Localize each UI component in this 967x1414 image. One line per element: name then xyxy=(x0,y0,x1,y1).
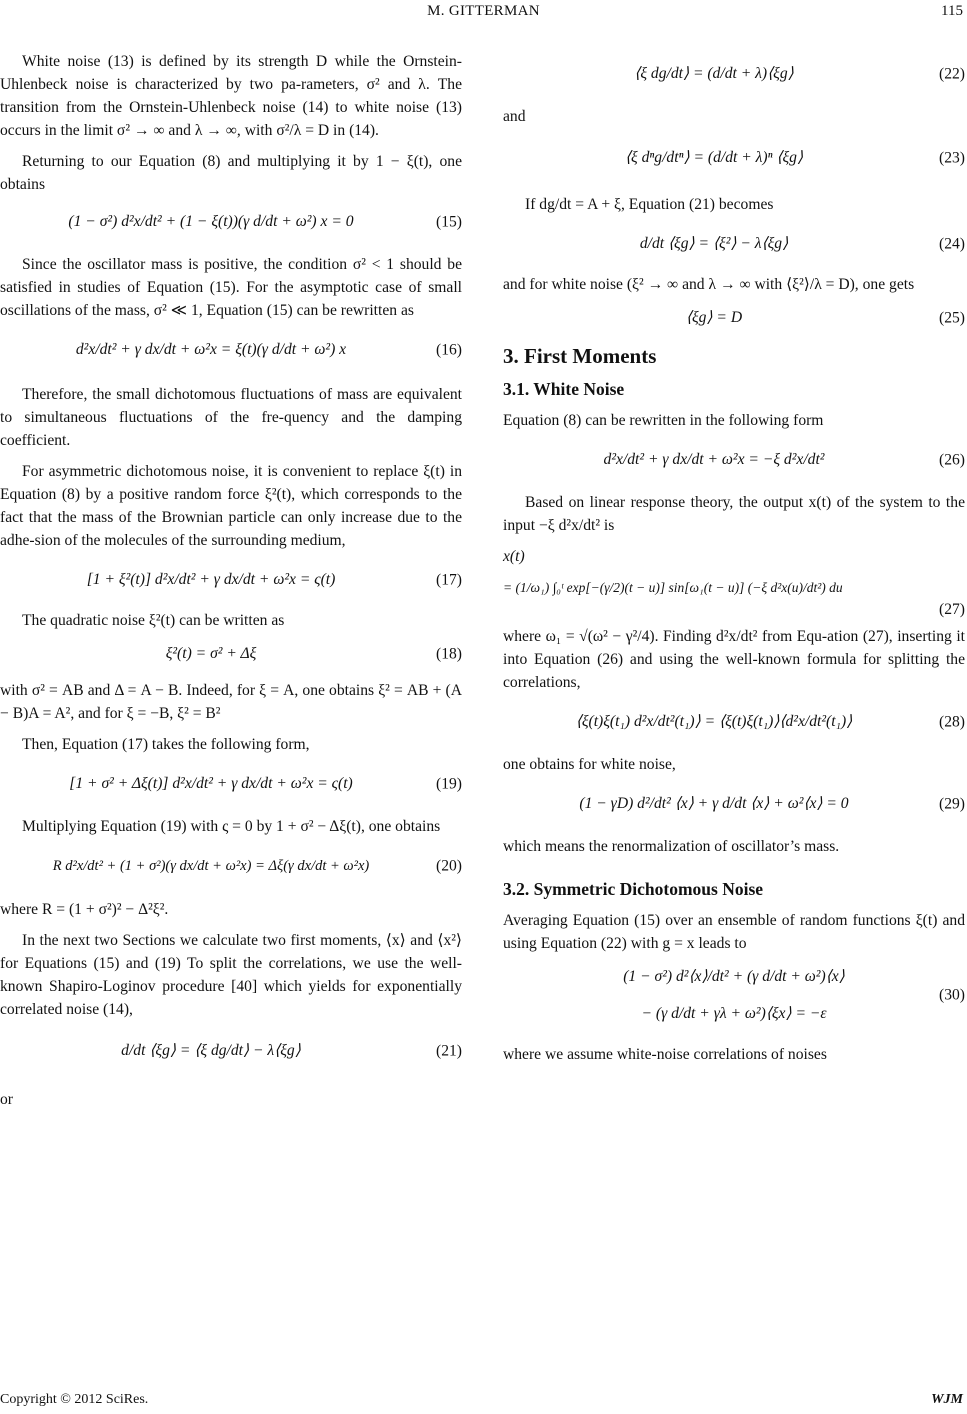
equation-24-number: (24) xyxy=(939,235,965,252)
equation-26-number: (26) xyxy=(939,451,965,468)
paragraph-where-R: where R = (1 + σ²)² − Δ²ξ². xyxy=(0,901,169,918)
equation-17 xyxy=(0,568,462,591)
equation-27-number: (27) xyxy=(939,601,965,618)
paragraph-or: or xyxy=(0,1091,13,1108)
equation-16-number: (16) xyxy=(436,341,462,358)
equation-21 xyxy=(0,1039,462,1062)
equation-23-number: (23) xyxy=(939,149,965,166)
equation-30-number: (30) xyxy=(939,986,965,1004)
equation-17-body: [1 + ξ²(t)] d²x/dt² + γ dx/dt + ω²x = ς(t) xyxy=(86,571,336,588)
equation-20-body: R d²x/dt² + (1 + σ²)(γ dx/dt + ω²x) = Δξ(γ dx/dt + ω²x) xyxy=(52,858,370,874)
equation-25 xyxy=(503,306,965,329)
paragraph-asymmetric: For asymmetric dichotomous noise, it is convenient to replace ξ(t) in Equation (8) by a positive random force ξ²(t), which corresponds to the fact that the mass of the Brownian particle can only increase due to the adhe-sion of the molecules of the surrounding medium, xyxy=(0,463,462,549)
equation-29-body: (1 − γD) d²/dt² ⟨x⟩ + γ d/dt ⟨x⟩ + ω²⟨x⟩ = 0 xyxy=(579,795,849,812)
copyright-notice: Copyright © 2012 SciRes. xyxy=(0,1392,149,1407)
equation-26 xyxy=(503,448,965,471)
equation-15 xyxy=(0,210,462,233)
equation-19 xyxy=(0,772,462,795)
equation-20-number: (20) xyxy=(436,857,462,875)
paragraph-for-white-noise: and for white noise (ξ² → ∞ and λ → ∞ with ⟨ξ²⟩/λ = D), one gets xyxy=(503,276,915,293)
paragraph-where-omega1: where ω₁ = √(ω² − γ²/4). Finding d²x/dt² from Equ-ation (27), inserting it into Equation (26) and using the well-known formula for splitting the correlations, xyxy=(503,628,965,691)
right-column xyxy=(503,50,965,1074)
equation-28 xyxy=(503,710,965,733)
paragraph-and: and xyxy=(503,108,526,125)
paragraph-multiplying: Multiplying Equation (19) with ς = 0 by 1 + σ² − Δξ(t), one obtains xyxy=(22,818,441,835)
equation-23-body: ⟨ξ dⁿg/dtⁿ⟩ = (d/dt + λ)ⁿ ⟨ξg⟩ xyxy=(624,149,804,166)
paragraph-with-sigma: with σ² = AB and Δ = A − B. Indeed, for ξ = A, one obtains ξ² = AB + (A − B)A = A², and for ξ = −B, ξ² = B² xyxy=(0,682,462,722)
paragraph-quadratic-noise: The quadratic noise ξ²(t) can be written as xyxy=(22,612,285,629)
running-author: M. GITTERMAN xyxy=(427,3,540,19)
equation-18 xyxy=(0,642,462,665)
paragraph-eq8-rewritten: Equation (8) can be rewritten in the following form xyxy=(503,412,824,429)
paragraph-renormalization: which means the renormalization of oscillator’s mass. xyxy=(503,838,840,855)
equation-15-number: (15) xyxy=(436,213,462,230)
equation-30-line2: − (γ d/dt + γλ + ω²)⟨ξx⟩ = −ε xyxy=(641,1005,827,1022)
paragraph-mass-positive: Since the oscillator mass is positive, the condition σ² < 1 should be satisfied in studies of Equation (15). For the asymptotic case of small oscillations of the mass, σ² ≪ 1, Equation (15) can be rewritten as xyxy=(0,256,462,319)
equation-24 xyxy=(503,232,965,255)
equation-16 xyxy=(0,338,462,361)
paragraph-one-obtains: one obtains for white noise, xyxy=(503,756,676,773)
equation-26-body: d²x/dt² + γ dx/dt + ω²x = −ξ d²x/dt² xyxy=(603,451,825,468)
paragraph-linear-response: Based on linear response theory, the output x(t) of the system to the input −ξ d²x/dt² is xyxy=(503,494,965,534)
paragraph-then: Then, Equation (17) takes the following form, xyxy=(22,736,310,753)
page-header xyxy=(0,0,967,26)
section-heading-first-moments: 3. First Moments xyxy=(503,344,657,368)
paragraph-returning: Returning to our Equation (8) and multiplying it by 1 − ξ(t), one obtains xyxy=(0,153,462,193)
equation-30-line1: (1 − σ²) d²⟨x⟩/dt² + (γ d/dt + ω²)⟨x⟩ xyxy=(623,968,845,985)
left-column xyxy=(0,50,462,1119)
equation-18-body: ξ²(t) = σ² + Δξ xyxy=(165,645,257,662)
equation-28-number: (28) xyxy=(939,713,965,730)
equation-17-number: (17) xyxy=(436,571,462,588)
equation-19-body: [1 + σ² + Δξ(t)] d²x/dt² + γ dx/dt + ω²x = ς(t) xyxy=(69,775,353,792)
paragraph-therefore: Therefore, the small dichotomous fluctuations of mass are equivalent to simultaneous fluctuations of the fre-quency and the damping coefficient. xyxy=(0,386,462,449)
equation-22 xyxy=(503,62,965,85)
equation-27-lhs: x(t) xyxy=(503,548,525,565)
journal-name: WJM xyxy=(931,1392,963,1407)
equation-29 xyxy=(503,792,965,815)
equation-19-number: (19) xyxy=(436,775,462,792)
equation-23 xyxy=(503,146,965,169)
equation-18-number: (18) xyxy=(436,645,462,662)
paragraph-where-we-assume: where we assume white-noise correlations of noises xyxy=(503,1046,827,1063)
equation-15-body: (1 − σ²) d²x/dt² + (1 − ξ(t))(γ d/dt + ω²) x = 0 xyxy=(68,213,354,230)
equation-29-number: (29) xyxy=(939,795,965,812)
equation-22-number: (22) xyxy=(939,65,965,82)
equation-27 xyxy=(503,545,965,618)
equation-24-body: d/dt ⟨ξg⟩ = ⟨ξ²⟩ − λ⟨ξg⟩ xyxy=(639,235,789,252)
paragraph-next-sections: In the next two Sections we calculate two first moments, ⟨x⟩ and ⟨x²⟩ for Equations (15) and (19) To split the correlations, we use the well-known Shapiro-Loginov procedure [40] which yields for exponentially correlated noise (14), xyxy=(0,932,462,1018)
paragraph-if-dg: If dg/dt = A + ξ, Equation (21) becomes xyxy=(525,196,774,213)
equation-30 xyxy=(503,965,965,1025)
subsection-heading-white-noise: 3.1. White Noise xyxy=(503,379,625,399)
subsection-heading-symmetric-dichotomous: 3.2. Symmetric Dichotomous Noise xyxy=(503,879,764,899)
equation-21-number: (21) xyxy=(436,1042,462,1059)
equation-28-body: ⟨ξ(t)ξ(t₁) d²x/dt²(t₁)⟩ = ⟨ξ(t)ξ(t₁)⟩⟨d²x/dt²(t₁)⟩ xyxy=(575,713,853,730)
equation-20 xyxy=(0,854,462,878)
page-number: 115 xyxy=(941,3,963,19)
equation-21-body: d/dt ⟨ξg⟩ = ⟨ξ dg/dt⟩ − λ⟨ξg⟩ xyxy=(121,1042,301,1059)
equation-16-body: d²x/dt² + γ dx/dt + ω²x = ξ(t)(γ d/dt + ω²) x xyxy=(75,341,347,358)
paragraph-white-noise: White noise (13) is defined by its strength D while the Ornstein-Uhlenbeck noise is characterized by two pa-rameters, σ² and λ. The transition from the Ornstein-Uhlenbeck noise (14) to white noise (13) occurs in the limit σ² → ∞ and λ → ∞, with σ²/λ = D in (14). xyxy=(0,53,462,139)
equation-25-body: ⟨ξg⟩ = D xyxy=(685,309,743,326)
equation-27-rhs: = (1/ω₁) ∫₀ᵗ exp[−(γ/2)(t − u)] sin[ω₁(t − u)] (−ξ d²x(u)/dt²) du xyxy=(503,580,843,595)
paragraph-averaging: Averaging Equation (15) over an ensemble of random functions ξ(t) and using Equation (22) with g = x leads to xyxy=(503,912,965,952)
equation-22-body: ⟨ξ dg/dt⟩ = (d/dt + λ)⟨ξg⟩ xyxy=(634,65,794,82)
equation-25-number: (25) xyxy=(939,309,965,326)
